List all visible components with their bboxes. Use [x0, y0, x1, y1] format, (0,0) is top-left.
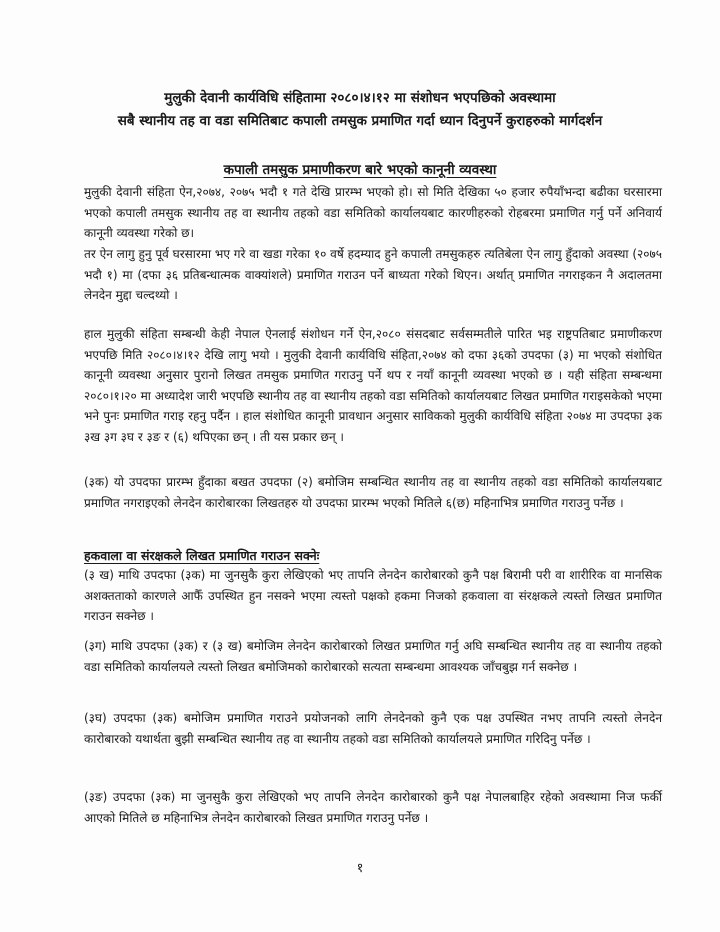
- subheading-guardian: हकवाला वा संरक्षकले लिखत प्रमाणित गराउन सक्नेः: [84, 548, 320, 563]
- paragraph-amendment: हाल मुलुकी संहिता सम्बन्धी केही नेपाल ऐनलाई संशोधन गर्ने ऐन,२०८० संसदबाट सर्वसम्मतीले पारित भइ राष्ट्रपतिबाट प्रमाणीकरण भएपछि मिति २०८०।४।१२ देखि लागु भयो । मुलुकी देवानी कार्यविधि संहिता,२०७४ को दफा ३६को उपदफा (३) मा भएको संशोधित कानूनी व्यवस्था अनुसार पुरानो लिखत तमसुक प्रमाणित गराउनु पर्ने थप र नयाँ कानूनी व्यवस्था भएको छ । यही संहिता सम्बन्धमा २०८०।१।२० मा अध्यादेश जारी भएपछि स्थानीय तह वा स्थानीय तहको वडा समितिको कार्यालयबाट लिखत प्रमाणित गराइसकेको भएमा भने पुनः प्रमाणित गराइ रहनु पर्दैन । हाल संशोधित कानूनी प्रावधान अनुसार साविकको मुलुकी कार्यविधि संहिता २०७४ मा उपदफा ३क ३ख ३ग ३घ र ३ङ र (६) थपिएका छन् । ती यस प्रकार छन् ।: [84, 327, 662, 444]
- paragraph-prior-exemption: तर ऐन लागु हुनु पूर्व घरसारमा भए गरे वा खडा गरेका १० वर्षे हदम्याद हुने कपाली तमसुकहरु त्यतिबेला ऐन लागु हुँदाको अवस्था (२०७५ भदौ १) मा (दफा ३६ प्रतिबन्धात्मक वाक्यांशले) प्रमाणित गराउन पर्ने बाध्यता गरेको थिएन। अर्थात् प्रमाणित नगराइकन नै अदालतमा लेनदेन मुद्दा चल्दथ्यो ।: [84, 247, 662, 302]
- paragraph-subsection-3ka: (३क) यो उपदफा प्रारम्भ हुँदाका बखत उपदफा (२) बमोजिम सम्बन्धित स्थानीय तह वा स्थानीय तहको वडा समितिको कार्यालयबाट प्रमाणित नगराइएको लेनदेन कारोबारका लिखतहरु यो उपदफा प्रारम्भ भएको मितिले ६(छ) महिनाभित्र प्रमाणित गराउनु पर्नेछ ।: [84, 475, 662, 510]
- paragraph-subsection-3gha: (३घ) उपदफा (३क) बमोजिम प्रमाणित गराउने प्रयोजनको लागि लेनदेनको कुनै एक पक्ष उपस्थित नभए तापनि त्यस्तो लेनदेन कारोबारको यथार्थता बुझी सम्बन्धित स्थानीय तह वा स्थानीय तहको वडा समितिको कार्यालयले प्रमाणित गरिदिनु पर्नेछ ।: [84, 711, 662, 746]
- paragraph-act-provision: मुलुकी देवानी संहिता ऐन,२०७४, २०७५ भदौ १ गते देखि प्रारम्भ भएको हो। सो मिति देखिका ५० हजार रुपैयाँभन्दा बढीका घरसारमा भएको कपाली तमसुक स्थानीय तह वा स्थानीय तहको वडा समितिको कार्यालयबाट कारणीहरुको रोहबरमा प्रमाणित गर्नु पर्ने अनिवार्य कानूनी व्यवस्था गरेको छ।: [84, 185, 662, 240]
- document-title-line-2: सबै स्थानीय तह वा वडा समितिबाट कपाली तमसुक प्रमाणित गर्दा ध्यान दिनुपर्ने कुराहरुको मार्गदर्शन: [117, 113, 603, 129]
- paragraph-subsection-3ga: (३ग) माथि उपदफा (३क) र (३ ख) बमोजिम लेनदेन कारोबारको लिखत प्रमाणित गर्नु अघि सम्बन्धित स्थानीय तह वा स्थानीय तहको वडा समितिको कार्यालयले त्यस्तो लिखत बमोजिमको कारोबारको सत्यता सम्बन्धमा आवश्यक जाँचबुझ गर्न सक्नेछ ।: [84, 639, 662, 674]
- section-heading-text: कपाली तमसुक प्रमाणीकरण बारे भएको कानूनी व्यवस्था: [223, 162, 497, 178]
- section-heading: [0, 160, 720, 178]
- paragraph-subsection-3kha: (३ ख) माथि उपदफा (३क) मा जुनसुकै कुरा लेखिएको भए तापनि लेनदेन कारोबारको कुनै पक्ष बिरामी परी वा शारीरिक वा मानसिक अशक्तताको कारणले आफैँ उपस्थित हुन नसक्ने भएमा त्यस्तो पक्षको हकमा निजको हकवाला वा संरक्षकले त्यस्तो लिखत प्रमाणित गराउन सक्नेछ ।: [84, 568, 662, 623]
- document-title-line-1: मुलुकी देवानी कार्यविधि संहितामा २०८०।४।१२ मा संशोधन भएपछिको अवस्थामा: [164, 90, 556, 106]
- paragraph-subsection-3nga: (३ङ) उपदफा (३क) मा जुनसुकै कुरा लेखिएको भए तापनि लेनदेन कारोबारको कुनै पक्ष नेपालबाहिर रहेको अवस्थामा निज फर्की आएको मितिले छ महिनाभित्र लेनदेन कारोबारको लिखत प्रमाणित गराउनु पर्नेछ ।: [84, 790, 662, 825]
- page-number: १: [356, 861, 364, 876]
